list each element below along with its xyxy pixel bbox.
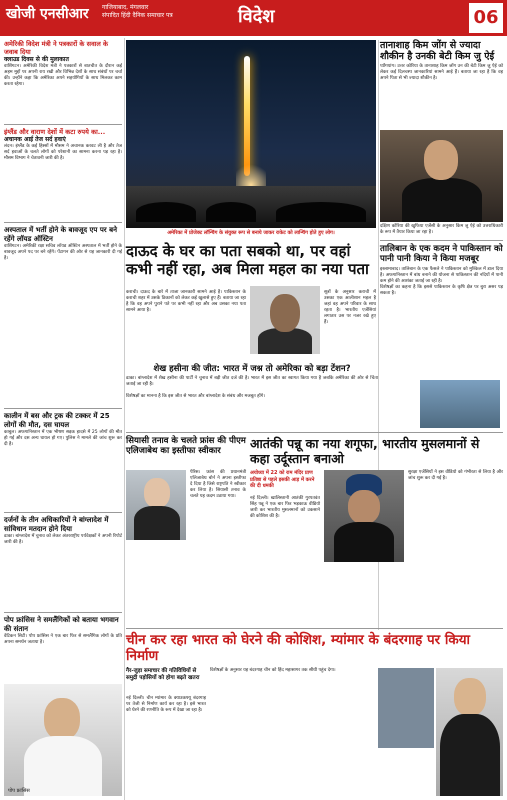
xi-photo bbox=[436, 668, 503, 796]
divider bbox=[4, 408, 122, 409]
xi-suit bbox=[440, 714, 500, 796]
article-subheadline: अचानक आई तेज सर्द हवाएं bbox=[4, 136, 66, 143]
divider bbox=[126, 432, 503, 433]
photo-caption: अमेरिका में प्रोजेक्ट लॉन्चिंग के संयुक्त रूप से बनाये जाकर राकेट को लान्चिंग होते हुए लोग। bbox=[167, 230, 335, 236]
divider bbox=[4, 222, 122, 223]
article-headline: अस्पताल में भर्ती होने के बावजूद एप पर बने रहेंगे लॉयड ऑस्टिन bbox=[4, 226, 117, 243]
masthead-date: गाजियाबाद, मंगलवार bbox=[102, 4, 149, 11]
crowd-silhouette bbox=[276, 202, 366, 222]
article-body: विशेषज्ञों का मानना है कि इस जीत से भारत और बांग्लादेश के संबंध और मजबूत होंगे। bbox=[126, 394, 265, 399]
article-headline: अमेरिकी विदेश मंत्री ने पत्रकारों के सवाल के जवाब दिया bbox=[4, 40, 109, 56]
left-article-1 bbox=[4, 40, 122, 88]
france-headline: सियासी तनाव के चलते फ्रांस की पीएम एलिजाबेथ का इस्तीफा स्वीकार bbox=[126, 436, 246, 456]
article-subheadline: क्लाउड दिवस से की मुलाकात bbox=[4, 56, 69, 63]
article-body: पेरिस। फ्रांस की प्रधानमंत्री एलिजाबेथ बोर्न ने अपना इस्तीफा दे दिया है जिसे राष्ट्रपति ने स्वीकार कर लिया है। सियासी तनाव के चलते यह कदम उठाया गया। bbox=[190, 470, 246, 499]
section-title: विदेश bbox=[238, 6, 275, 27]
article-body: काबुल। अफगानिस्तान में एक भीषण सड़क हादसे में 25 लोगों की मौत हो गई और दस अन्य घायल हो गए। पुलिस ने मामले की जांच शुरू कर दी है। bbox=[4, 430, 122, 447]
masthead-meta bbox=[102, 4, 232, 20]
rocket-flame bbox=[244, 56, 250, 176]
masthead-tagline: संपादित हिंदी दैनिक समाचार पत्र bbox=[102, 12, 173, 19]
article-body: वेटिकन सिटी। पोप फ्रांसिस ने एक बार फिर से समलैंगिक लोगों के प्रति अपना समर्थन जताया है। bbox=[4, 634, 122, 645]
pope-face bbox=[44, 698, 80, 740]
page-number: 06 bbox=[469, 3, 503, 33]
kim-photo bbox=[380, 130, 503, 222]
dawood-photo bbox=[250, 286, 320, 354]
article-headline: इंग्लैंड और वाराण देशों में कटा रुपये का... bbox=[4, 128, 106, 136]
xi-face bbox=[454, 678, 486, 716]
terror-subheadline: अयोध्या में 22 को राम मंदिर प्राण प्रतिष्ठा से पहले इसकी आड़ में करने की दी धमकी bbox=[250, 470, 315, 489]
article-body: सुरक्षा एजेंसियों ने इस वीडियो को गंभीरता से लिया है और जांच शुरू कर दी गई है। bbox=[408, 470, 503, 481]
france-pm-photo bbox=[126, 470, 186, 540]
left-article-4 bbox=[4, 412, 122, 448]
rocket-launch-photo bbox=[126, 40, 376, 228]
divider bbox=[4, 124, 122, 125]
article-body: वाशिंगटन। अमेरिकी रक्षा सचिव लॉयड ऑस्टिन अस्पताल में भर्ती होने के बावजूद अपने पद पर बने रहेंगे। पेंटागन की ओर से यह जानकारी दी गई है। bbox=[4, 244, 122, 261]
terror-headline: आतंकी पन्नू का नया शगूफा, भारतीय मुसलमानों से कहा उर्दूस्तान बनाओ bbox=[250, 436, 480, 466]
article-body: ढाका। बांग्लादेश में शेख हसीना की पार्टी ने चुनाव में बड़ी जीत दर्ज की है। भारत में इस जीत का स्वागत किया गया है जबकि अमेरिका की ओर से चिंता जताई जा रही है। bbox=[126, 376, 378, 387]
hasina-headline: शेख हसीना की जीत: भारत में जश्न तो अमेरिका को बड़ा टेंशन? bbox=[153, 364, 351, 374]
crowd-silhouette bbox=[136, 202, 196, 222]
china-headline: चीन कर रहा भारत को घेरने की कोशिश, म्यांमार के बंदरगाह पर किया निर्माण bbox=[126, 632, 471, 664]
pannun-photo bbox=[324, 470, 404, 562]
masthead-title: खोजी एनसीआर bbox=[6, 6, 89, 22]
article-body: दक्षिण कोरिया की खुफिया एजेंसी के अनुसार किम जु ऐई को उत्तराधिकारी के रूप में तैयार किया जा रहा है। bbox=[380, 224, 503, 235]
article-body: नई दिल्ली। चीन म्यांमार के क्याउकफ्यू बंदरगाह पर तेजी से निर्माण कार्य कर रहा है। इसे भारत को घेरने की रणनीति के रूप में देखा जा रहा है। bbox=[126, 696, 206, 713]
right-article-kim bbox=[380, 40, 503, 82]
article-body: इस्लामाबाद। तालिबान के एक फैसले ने पाकिस्तान को मुश्किल में डाल दिया है। अफगानिस्तान में बांध बनाने की योजना से पाकिस्तान की नदियों में पानी कम होने की आशंका जताई जा रही है। bbox=[380, 267, 503, 284]
article-headline: तालिबान के एक कदम ने पाकिस्तान को पानी पानी किया ने किया मजबूर bbox=[380, 244, 503, 264]
port-photo bbox=[378, 668, 434, 748]
left-article-3 bbox=[4, 226, 122, 262]
divider bbox=[380, 240, 503, 241]
article-headline: दर्जनों के तीन अधिकारियों ने बांग्लादेश में सांविधान मतदान होने दिया bbox=[4, 516, 109, 533]
divider bbox=[4, 512, 122, 513]
pope-robe bbox=[24, 736, 102, 796]
article-body: वाशिंगटन। अमेरिकी विदेश मंत्री ने पत्रकारों से बातचीत के दौरान कई अहम मुद्दों पर अपनी राय रखी और विभिन्न देशों के साथ संबंधों पर चर्चा की। उन्होंने कहा कि अमेरिका अपने सहयोगियों के साथ मिलकर काम करता रहेगा। bbox=[4, 64, 122, 87]
article-headline: कालीन में बस और ट्रक की टक्कर में 25 लोगों की मौत, दस घायल bbox=[4, 412, 110, 429]
article-body: लंदन। इंग्लैंड के कई हिस्सों में मौसम ने अचानक करवट ली है और तेज सर्द हवाओं के चलते लोगों को परेशानी का सामना करना पड़ रहा है। मौसम विभाग ने चेतावनी जारी की है। bbox=[4, 144, 122, 161]
article-body: सूत्रों के अनुसार कराची में उसका एक आलीशान महल है जहां वह अपने परिवार के साथ रहता है। भारतीय एजेंसियां लगातार उस पर नजर रखे हुए हैं। bbox=[324, 290, 376, 325]
divider bbox=[4, 612, 122, 613]
right-article-taliban bbox=[380, 244, 503, 297]
dam-photo bbox=[420, 380, 500, 428]
kim-face bbox=[424, 140, 458, 180]
pannun-face bbox=[348, 490, 380, 524]
pm-suit bbox=[134, 506, 180, 540]
pope-caption: पोप फ्रांसिस bbox=[8, 788, 30, 794]
divider bbox=[126, 628, 503, 629]
article-body: कराची। दाऊद के बारे में ताजा जानकारी सामने आई है। पाकिस्तान के कराची शहर में उसके ठिकानों को लेकर कई खुलासे हुए हैं। बताया जा रहा है कि वह अपने पुराने पते पर कभी नहीं रहा और अब उसका नया पता सामने आया है। bbox=[126, 290, 246, 313]
kim-suit bbox=[402, 178, 482, 222]
article-body: नई दिल्ली। खालिस्तानी आतंकी गुरपतवंत सिंह पन्नू ने एक बार फिर भड़काऊ वीडियो जारी कर भारतीय मुसलमानों को उकसाने की कोशिश की है। bbox=[250, 496, 320, 519]
masthead bbox=[0, 0, 507, 36]
pannun-body bbox=[334, 522, 394, 562]
pope-photo bbox=[4, 684, 122, 796]
column-divider bbox=[124, 38, 125, 800]
article-body: ढाका। बांग्लादेश में चुनाव को लेकर अंतरराष्ट्रीय पर्यवेक्षकों ने अपनी रिपोर्ट जारी की है। bbox=[4, 534, 122, 545]
pm-face bbox=[144, 478, 170, 508]
article-body: विशेषज्ञों का कहना है कि इससे पाकिस्तान के कृषि क्षेत्र पर बुरा असर पड़ सकता है। bbox=[380, 285, 503, 296]
dawood-headline: दाऊद के घर का पता सबको था, पर वहां कभी नहीं रहा, अब मिला महल का नया पता bbox=[126, 242, 369, 278]
left-article-2 bbox=[4, 128, 122, 162]
article-headline: तानाशाह किम जोंग से ज्यादा शौकीन है उनकी बेटी किम जु ऐई bbox=[380, 40, 495, 62]
crowd-silhouette bbox=[206, 202, 256, 222]
article-headline: पोप फ्रांसिस ने समलैंगिकों को बताया भगवान की संतान bbox=[4, 616, 119, 633]
china-subheadline: गैर-जुड़ा समाचार की गतिविधियों से समुद्री पड़ोसियों को होगा बढ़ते खतरा bbox=[126, 668, 200, 681]
left-article-6 bbox=[4, 616, 122, 646]
article-body: विशेषज्ञों के अनुसार यह बंदरगाह चीन को हिंद महासागर तक सीधी पहुंच देगा। bbox=[210, 668, 336, 673]
article-body: प्योंगयांग। उत्तर कोरिया के तानाशाह किम जोंग उन की बेटी किम जु ऐई को लेकर कई दिलचस्प जानकारियां सामने आई हैं। बताया जा रहा है कि वह अपने पिता से भी ज्यादा शौकीन है। bbox=[380, 64, 503, 81]
dawood-face bbox=[270, 294, 300, 332]
left-article-5 bbox=[4, 516, 122, 546]
